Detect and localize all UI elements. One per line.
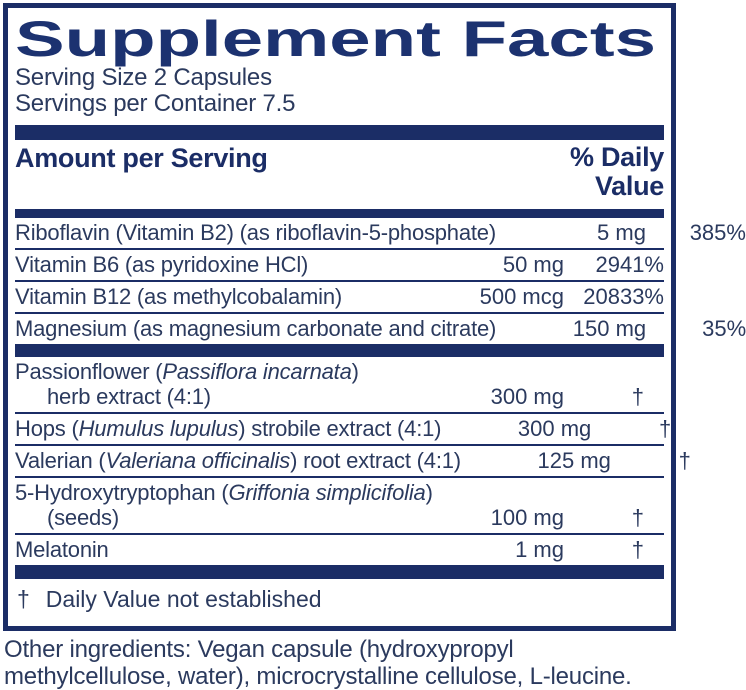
facts-table-section (15, 218, 746, 344)
page-title: Supplement Facts (15, 11, 656, 67)
servings-per-container-text: Servings per Container 7.5 (15, 90, 296, 117)
ingredient-name (15, 284, 414, 309)
daily-value-header-line1: % Daily (570, 142, 664, 172)
ingredient-name-text: 5-Hydroxytryptophan ( (15, 480, 229, 505)
ingredient-name (15, 416, 441, 441)
table-row (15, 248, 664, 280)
daily-value: † (631, 537, 644, 562)
amount-per-serving-header: Amount per Serving (15, 143, 268, 173)
ingredient-name (15, 316, 496, 341)
ingredient-name-text: ) (351, 359, 359, 384)
amount-value: 300 mg (490, 384, 564, 409)
panel-title-svg (15, 11, 664, 65)
daily-value: † (659, 416, 672, 441)
ingredient-name (15, 537, 414, 562)
ingredient-name-text: ) (425, 480, 433, 505)
panel-title-wrap (15, 11, 664, 65)
table-row (15, 312, 746, 344)
amount-value: 5 mg (597, 220, 646, 245)
daily-value-header (570, 143, 664, 201)
table-row (15, 444, 691, 476)
dagger-symbol: † (17, 586, 30, 612)
ingredient-name-text: Magnesium (as magnesium carbonate and citrate) (15, 316, 497, 341)
ingredient-latin-name: Humulus lupulus (78, 416, 239, 441)
thick-rule-section-divider (15, 344, 664, 357)
ingredient-name-text: Passionflower ( (15, 359, 163, 384)
amount-value: 125 mg (537, 448, 611, 473)
daily-value: 20833% (583, 284, 664, 309)
table-row (15, 280, 664, 312)
daily-value: 2941% (595, 252, 664, 277)
ingredient-name-text: Riboflavin (Vitamin B2) (as riboflavin-5-phosphate) (15, 220, 496, 245)
table-row (15, 357, 664, 412)
ingredient-latin-name: Passiflora incarnata (162, 359, 352, 384)
ingredient-name-text: Vitamin B12 (as methylcobalamin) (15, 284, 343, 309)
amount-value: 500 mcg (479, 284, 564, 309)
table-column-header (15, 143, 664, 201)
daily-value: † (631, 505, 644, 530)
daily-value-header-line2: Value (594, 171, 664, 201)
ingredient-name (15, 480, 664, 505)
amount-value: 150 mg (572, 316, 647, 341)
footnote-text: Daily Value not established (45, 586, 322, 612)
amount-value: 1 mg (515, 537, 564, 562)
daily-value: † (631, 384, 644, 409)
daily-value: † (678, 448, 691, 473)
ingredient-latin-name: Griffonia simplicifolia (228, 480, 426, 505)
amount-value: 100 mg (490, 505, 564, 530)
serving-size-text: Serving Size 2 Capsules (15, 64, 272, 91)
ingredient-name-text: Vitamin B6 (as pyridoxine HCl) (15, 252, 309, 277)
ingredient-latin-name: Valeriana officinalis (105, 448, 291, 473)
medium-rule-header (15, 209, 664, 218)
ingredient-name (15, 359, 664, 384)
daily-value-footnote (15, 579, 664, 620)
ingredient-name (15, 252, 414, 277)
supplement-facts-panel (3, 3, 746, 631)
table-row (15, 476, 664, 533)
ingredient-name-continued: herb extract (4:1) (47, 384, 211, 409)
ingredient-name-continued: (seeds) (47, 505, 119, 530)
amount-value: 50 mg (502, 252, 564, 277)
thick-rule-top (15, 125, 664, 140)
amount-value: 300 mg (517, 416, 592, 441)
ingredient-name (15, 220, 496, 245)
facts-table-body (15, 218, 746, 565)
ingredient-name-text: Valerian ( (15, 448, 106, 473)
daily-value: 385% (689, 220, 746, 245)
ingredient-name (15, 448, 461, 473)
ingredient-name-text: ) root extract (4:1) (290, 448, 461, 473)
other-ingredients-text: Other ingredients: Vegan capsule (hydroxypropyl methylcellulose, water), microcrystalline cellulose, L-leucine. (4, 636, 632, 690)
daily-value: 35% (702, 316, 746, 341)
ingredient-name-text: Hops ( (15, 416, 79, 441)
table-row (15, 218, 746, 248)
ingredient-name-text: ) strobile extract (4:1) (238, 416, 442, 441)
table-row (15, 412, 672, 444)
ingredient-name-text: Melatonin (15, 537, 109, 562)
table-row (15, 533, 664, 565)
supplement-label-image (0, 3, 746, 690)
thick-rule-bottom (15, 565, 664, 579)
facts-table-section (15, 357, 691, 565)
